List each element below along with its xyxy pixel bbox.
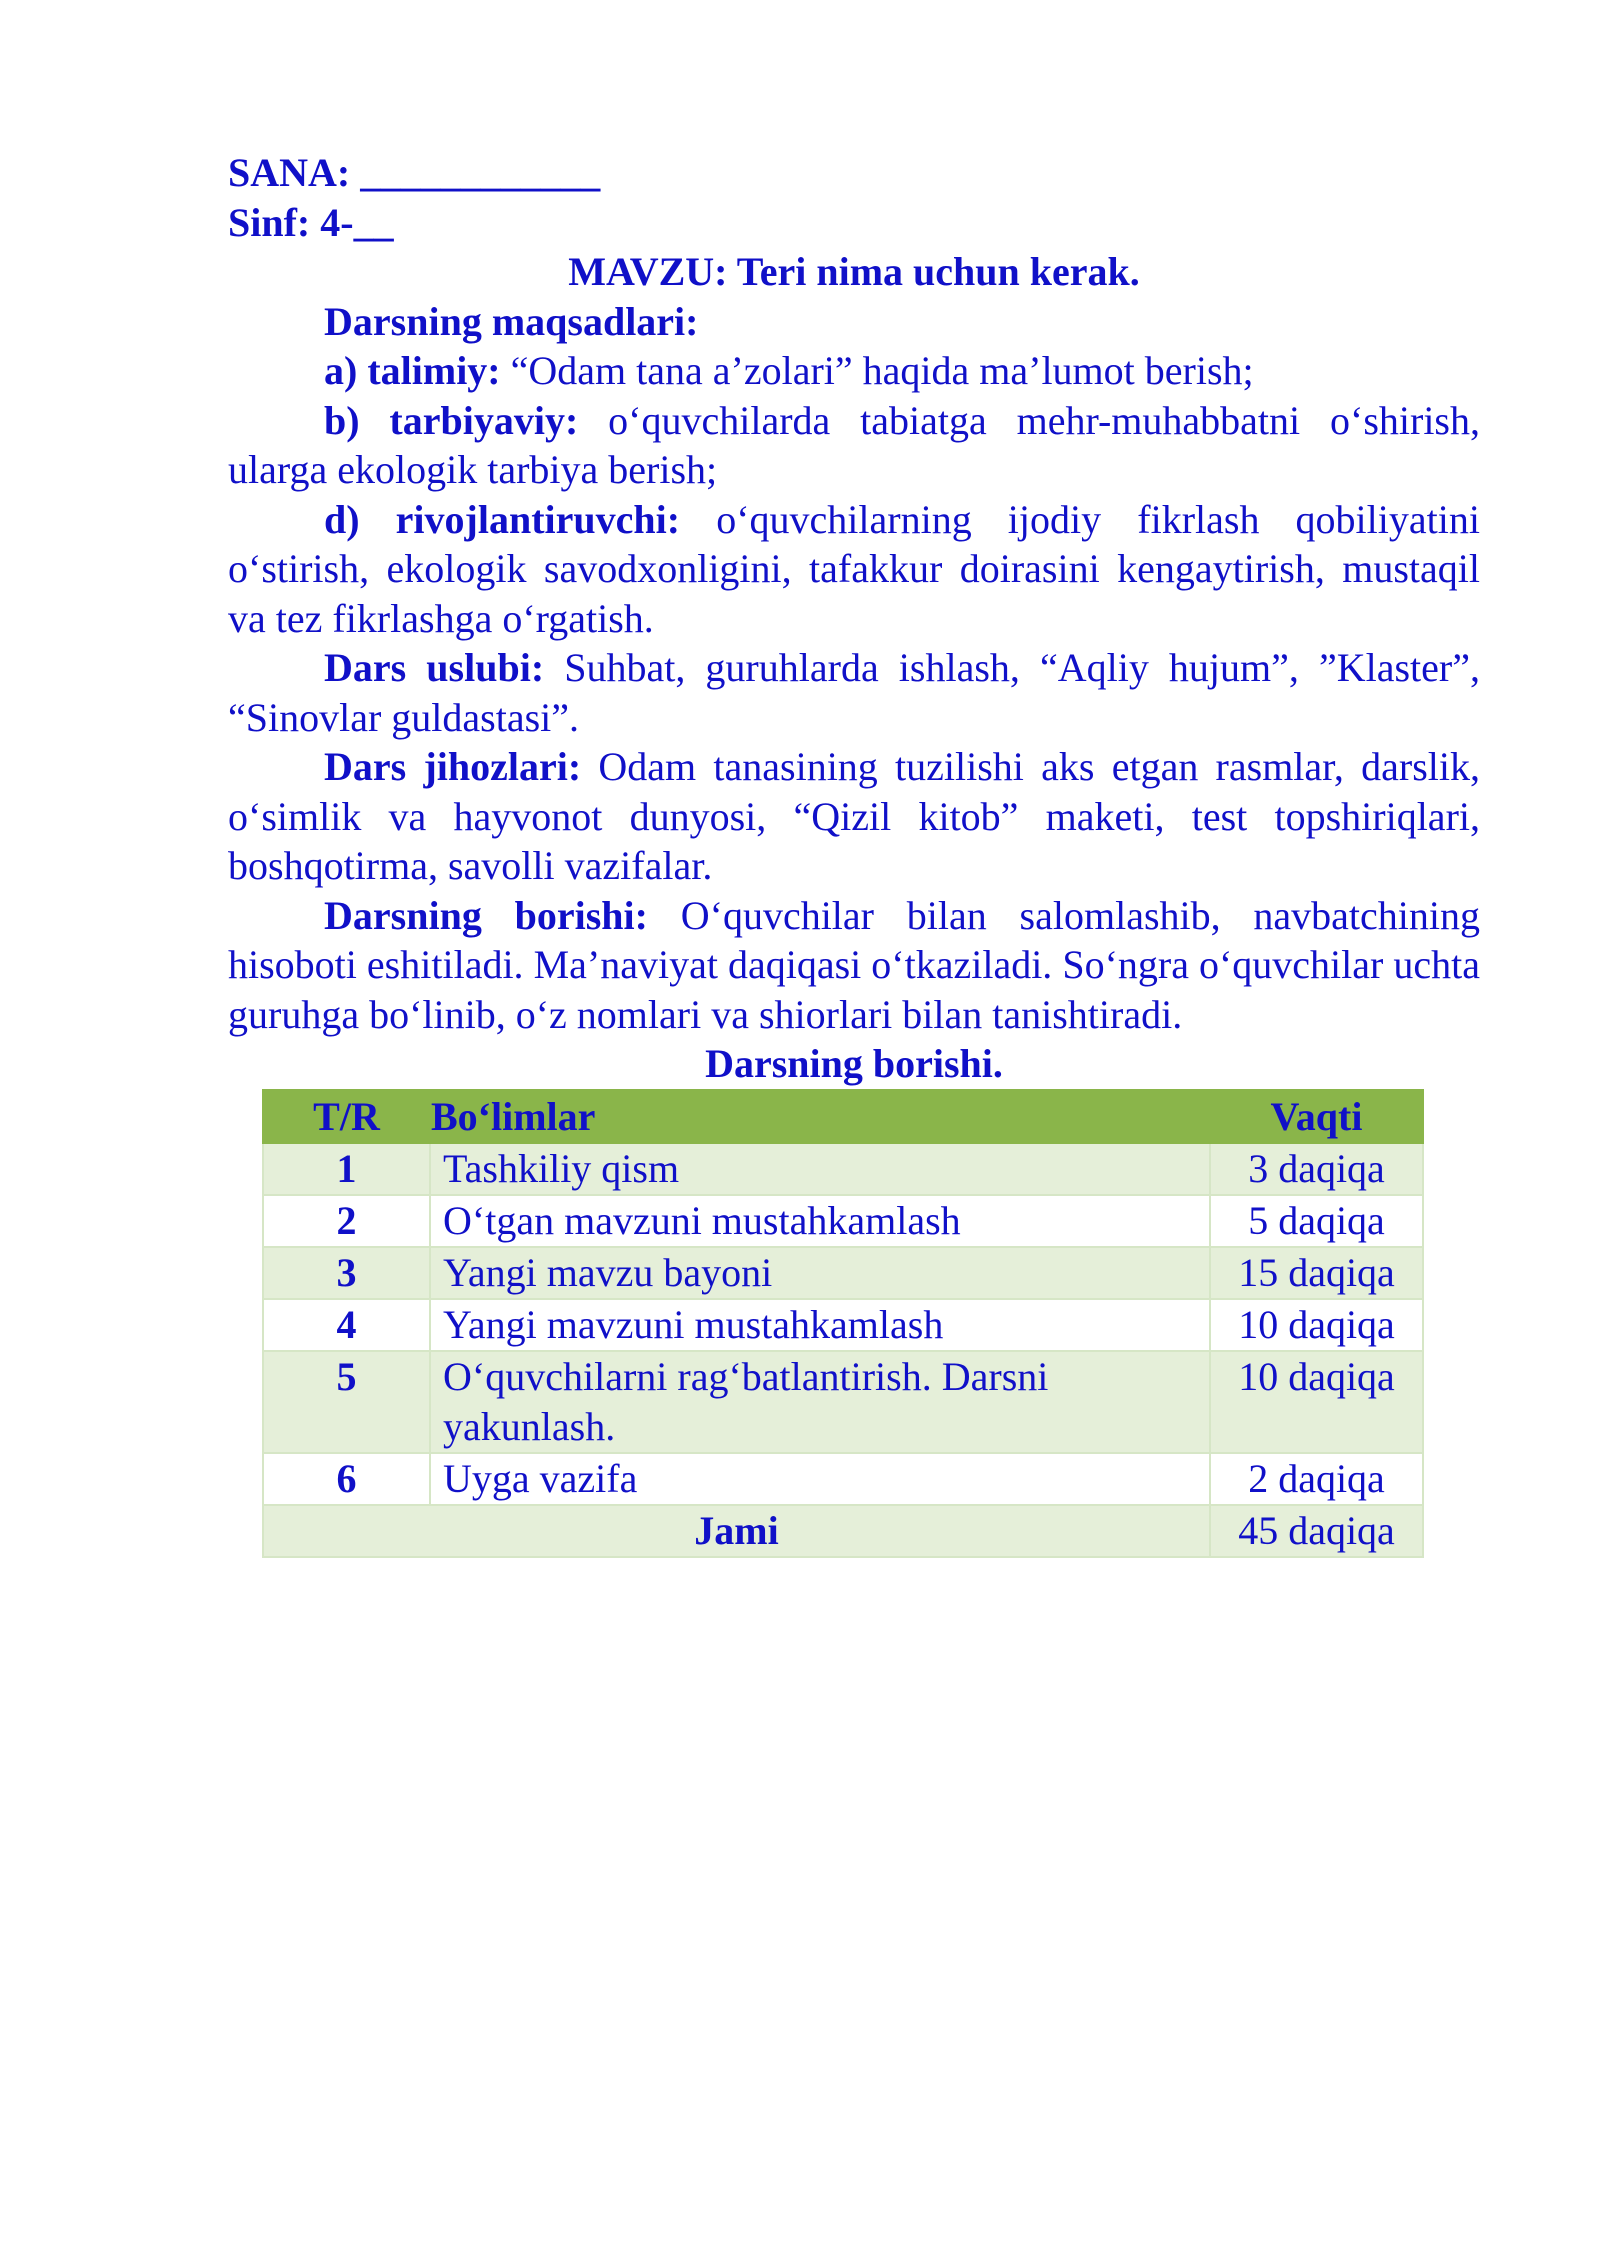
table-row [263,1195,1423,1247]
goal-upbringing [228,396,1480,495]
row-number: 5 [263,1351,430,1453]
class-line [228,198,1480,248]
row-time: 3 daqiqa [1210,1143,1423,1195]
row-section: O‘quvchilarni rag‘batlantirish. Darsni yakunlash. [430,1351,1210,1453]
goal-b-text: o‘quvchilarda tabiatga mehr-muhabbatni o‘shirish, ularga ekologik tarbiya berish; [228,397,1480,492]
table-total-row [263,1505,1423,1557]
row-time: 10 daqiqa [1210,1351,1423,1453]
table-title: Darsning borishi. [705,1041,1003,1086]
goal-d-text: o‘quvchilarning ijodiy fikrlash qobiliyatini o‘stirish, ekologik savodxonligini, tafakkur doirasini kengaytirish, mustaqil va tez fikrlashga o‘rgatish. [228,496,1480,641]
topic-title: MAVZU: Teri nima uchun kerak. [568,249,1140,294]
goal-developmental [228,495,1480,644]
total-label: Jami [263,1505,1210,1557]
header-number: T/R [263,1090,430,1143]
class-label: Sinf: 4-__ [228,199,394,245]
row-section: Uyga vazifa [430,1453,1210,1505]
row-time: 10 daqiqa [1210,1299,1423,1351]
goals-heading: Darsning maqsadlari: [324,298,699,344]
lesson-method [228,643,1480,742]
equipment-text: Odam tanasining tuzilishi aks etgan rasmlar, darslik, o‘simlik va hayvonot dunyosi, “Qizil kitob” maketi, test topshiriqlari, boshqotirma, savolli vazifalar. [228,744,1480,888]
row-number: 4 [263,1299,430,1351]
total-time: 45 daqiqa [1210,1505,1423,1557]
date-blank: ____________ [360,150,601,195]
document-body [228,148,1480,1089]
row-time: 5 daqiqa [1210,1195,1423,1247]
row-section: Yangi mavzu bayoni [430,1247,1210,1299]
row-section: O‘tgan mavzuni mustahkamlash [430,1195,1210,1247]
goal-b-label: b) tarbiyaviy: [324,397,579,443]
row-time: 2 daqiqa [1210,1453,1423,1505]
row-section: Yangi mavzuni mustahkamlash [430,1299,1210,1351]
lesson-schedule-table [262,1089,1424,1558]
date-line [228,148,1480,198]
goal-d-label: d) rivojlantiruvchi: [324,496,681,542]
row-number: 2 [263,1195,430,1247]
row-time: 15 daqiqa [1210,1247,1423,1299]
table-row [263,1351,1423,1453]
table-row [263,1299,1423,1351]
method-text: Suhbat, guruhlarda ishlash, “Aqliy hujum”, ”Klaster”, “Sinovlar guldastasi”. [228,645,1481,740]
lesson-course [228,891,1480,1040]
row-number: 3 [263,1247,430,1299]
equipment-label: Dars jihozlari: [324,744,582,789]
method-label: Dars uslubi: [324,645,545,690]
table-header-row [263,1090,1423,1143]
table-row [263,1453,1423,1505]
row-number: 6 [263,1453,430,1505]
row-section: Tashkiliy qism [430,1143,1210,1195]
row-number: 1 [263,1143,430,1195]
header-time: Vaqti [1210,1090,1423,1143]
date-label: SANA: [228,150,351,195]
header-sections: Bo‘limlar [430,1090,1210,1143]
course-label: Darsning borishi: [324,892,648,938]
goal-a-label: a) talimiy: [324,348,501,393]
goal-a-text: “Odam tana a’zolari” haqida ma’lumot berish; [500,348,1254,393]
table-row [263,1247,1423,1299]
lesson-equipment [228,742,1480,891]
course-text: O‘quvchilar bilan salomlashib, navbatchining hisoboti eshitiladi. Ma’naviyat daqiqasi o‘tkaziladi. So‘ngra o‘quvchilar uchta guruhga bo‘linib, o‘z nomlari va shiorlari bilan tanishtiradi. [228,892,1481,1037]
table-row [263,1143,1423,1195]
goal-educational [228,346,1480,396]
